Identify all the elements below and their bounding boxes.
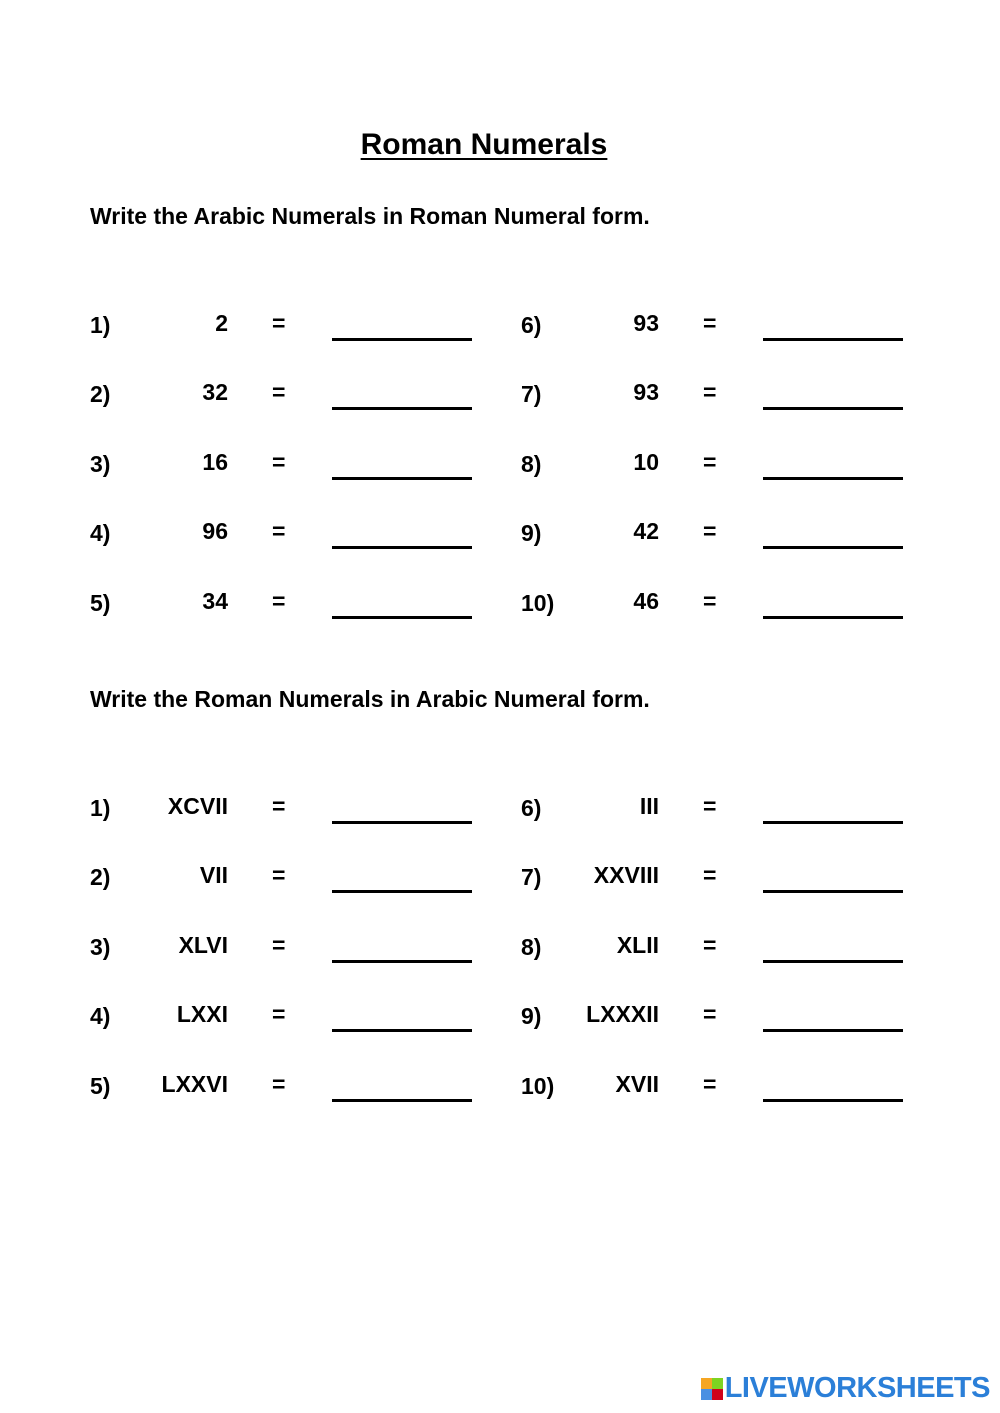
s1-item-7 xyxy=(521,369,941,413)
item-number: 3) xyxy=(90,934,111,960)
answer-field[interactable] xyxy=(332,890,472,893)
item-number: 5) xyxy=(90,590,111,616)
item-number: 9) xyxy=(521,520,542,546)
logo-icon-tile xyxy=(701,1389,712,1400)
item-value: XVII xyxy=(615,1071,659,1097)
item-number: 6) xyxy=(521,795,542,821)
item-value: 34 xyxy=(202,588,228,614)
equals-sign: = xyxy=(272,793,286,819)
logo-text: LIVEWORKSHEETS xyxy=(724,1372,990,1404)
liveworksheets-logo xyxy=(701,1372,990,1405)
s2-item-10 xyxy=(521,1061,941,1105)
item-number: 6) xyxy=(521,312,542,338)
s2-item-7 xyxy=(521,852,941,896)
answer-field[interactable] xyxy=(332,407,472,410)
equals-sign: = xyxy=(703,518,717,544)
item-number: 4) xyxy=(90,1003,111,1029)
s1-item-9 xyxy=(521,508,941,552)
answer-field[interactable] xyxy=(763,960,903,963)
equals-sign: = xyxy=(272,518,286,544)
item-number: 7) xyxy=(521,864,542,890)
equals-sign: = xyxy=(703,1001,717,1027)
equals-sign: = xyxy=(272,1071,286,1097)
s2-item-3 xyxy=(90,922,510,966)
answer-field[interactable] xyxy=(763,1029,903,1032)
s2-item-5 xyxy=(90,1061,510,1105)
item-value: 42 xyxy=(633,518,659,544)
equals-sign: = xyxy=(272,379,286,405)
liveworksheets-logo-icon xyxy=(701,1378,723,1400)
equals-sign: = xyxy=(272,1001,286,1027)
answer-field[interactable] xyxy=(332,960,472,963)
item-value: LXXVI xyxy=(161,1071,228,1097)
item-value: XCVII xyxy=(167,793,228,819)
item-value: XLII xyxy=(616,932,659,958)
item-value: XLVI xyxy=(178,932,228,958)
answer-field[interactable] xyxy=(763,407,903,410)
answer-field[interactable] xyxy=(332,338,472,341)
equals-sign: = xyxy=(703,588,717,614)
s1-item-5 xyxy=(90,578,510,622)
answer-field[interactable] xyxy=(763,338,903,341)
item-value: 16 xyxy=(202,449,228,475)
item-value: 46 xyxy=(633,588,659,614)
item-number: 2) xyxy=(90,864,111,890)
item-number: 2) xyxy=(90,381,111,407)
s1-item-1 xyxy=(90,300,510,344)
section2-instruction: Write the Roman Numerals in Arabic Numeral form. xyxy=(90,686,650,712)
answer-field[interactable] xyxy=(332,546,472,549)
item-number: 8) xyxy=(521,934,542,960)
item-number: 1) xyxy=(90,312,111,338)
item-number: 4) xyxy=(90,520,111,546)
answer-field[interactable] xyxy=(763,546,903,549)
item-number: 5) xyxy=(90,1073,111,1099)
equals-sign: = xyxy=(272,449,286,475)
equals-sign: = xyxy=(703,932,717,958)
item-number: 9) xyxy=(521,1003,542,1029)
item-value: 10 xyxy=(633,449,659,475)
equals-sign: = xyxy=(703,379,717,405)
s2-item-1 xyxy=(90,783,510,827)
answer-field[interactable] xyxy=(332,1099,472,1102)
item-value: 93 xyxy=(633,310,659,336)
s1-item-3 xyxy=(90,439,510,483)
page-title: Roman Numerals xyxy=(360,128,608,161)
logo-icon-tile xyxy=(712,1378,723,1389)
logo-icon-tile xyxy=(701,1378,712,1389)
logo-icon-tile xyxy=(712,1389,723,1400)
s1-item-2 xyxy=(90,369,510,413)
item-number: 8) xyxy=(521,451,542,477)
item-number: 3) xyxy=(90,451,111,477)
item-value: VII xyxy=(199,862,228,888)
item-number: 10) xyxy=(521,1073,555,1099)
answer-field[interactable] xyxy=(332,1029,472,1032)
answer-field[interactable] xyxy=(763,890,903,893)
s1-item-8 xyxy=(521,439,941,483)
s2-item-9 xyxy=(521,991,941,1035)
equals-sign: = xyxy=(703,310,717,336)
item-value: 96 xyxy=(202,518,228,544)
s2-item-8 xyxy=(521,922,941,966)
item-value: III xyxy=(639,793,659,819)
answer-field[interactable] xyxy=(332,821,472,824)
item-number: 1) xyxy=(90,795,111,821)
item-number: 10) xyxy=(521,590,555,616)
s1-item-6 xyxy=(521,300,941,344)
item-value: LXXI xyxy=(176,1001,228,1027)
section1-instruction: Write the Arabic Numerals in Roman Numeral form. xyxy=(90,203,650,229)
item-value: 93 xyxy=(633,379,659,405)
item-number: 7) xyxy=(521,381,542,407)
equals-sign: = xyxy=(703,449,717,475)
answer-field[interactable] xyxy=(332,477,472,480)
item-value: LXXXII xyxy=(586,1001,659,1027)
item-value: 32 xyxy=(202,379,228,405)
equals-sign: = xyxy=(703,862,717,888)
equals-sign: = xyxy=(272,862,286,888)
s1-item-4 xyxy=(90,508,510,552)
equals-sign: = xyxy=(272,932,286,958)
item-value: XXVIII xyxy=(593,862,659,888)
s1-item-10 xyxy=(521,578,941,622)
answer-field[interactable] xyxy=(763,821,903,824)
s2-item-2 xyxy=(90,852,510,896)
answer-field[interactable] xyxy=(332,616,472,619)
equals-sign: = xyxy=(703,1071,717,1097)
s2-item-6 xyxy=(521,783,941,827)
answer-field[interactable] xyxy=(763,1099,903,1102)
equals-sign: = xyxy=(272,310,286,336)
answer-field[interactable] xyxy=(763,616,903,619)
answer-field[interactable] xyxy=(763,477,903,480)
s2-item-4 xyxy=(90,991,510,1035)
equals-sign: = xyxy=(703,793,717,819)
item-value: 2 xyxy=(215,310,228,336)
equals-sign: = xyxy=(272,588,286,614)
